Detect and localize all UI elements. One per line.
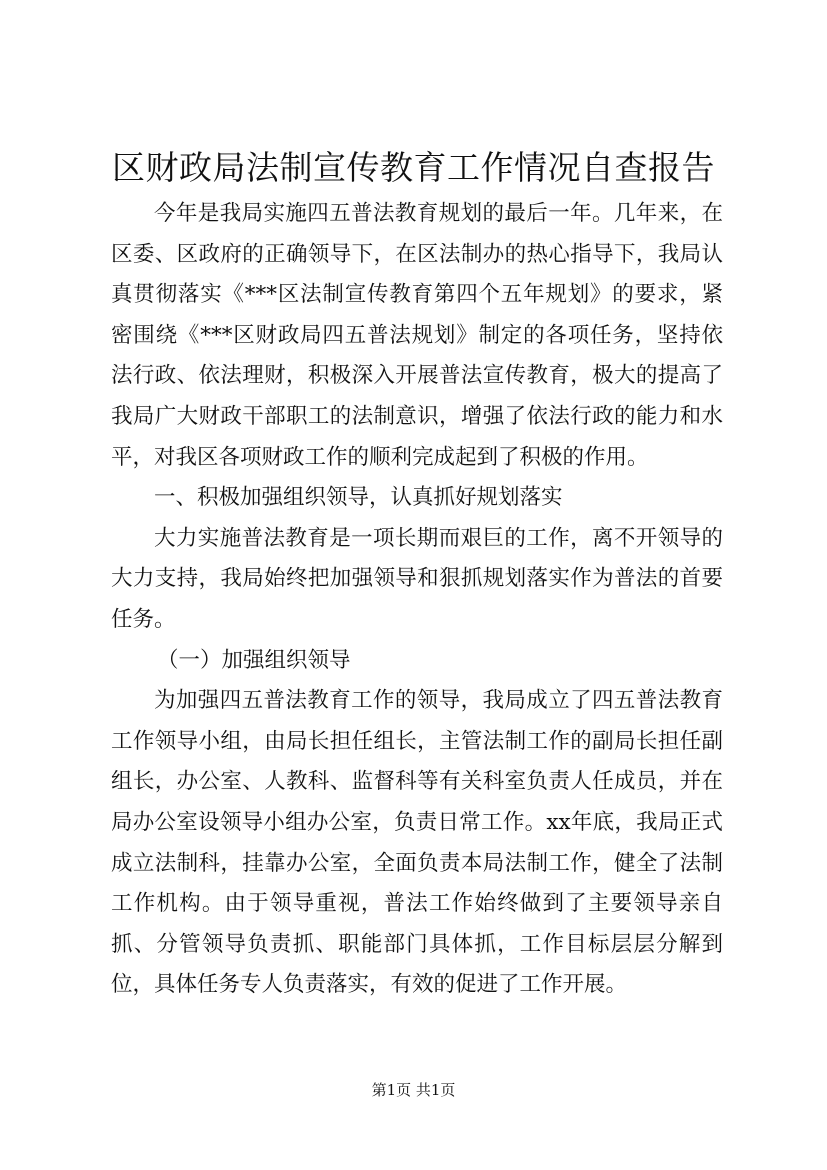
section-paragraph: 大力实施普法教育是一项长期而艰巨的工作，离不开领导的大力支持，我局始终把加强领导和狠抓规划落实作为普法的首要任务。 (111, 525, 723, 632)
document-body (111, 194, 723, 1006)
document-title: 区财政局法制宣传教育工作情况自查报告 (112, 148, 715, 187)
subsection-paragraph: 为加强四五普法教育工作的领导，我局成立了四五普法教育工作领导小组，由局长担任组长，主管法制工作的副局长担任副组长，办公室、人教科、监督科等有关科室负责人任成员，并在局办公室设领导小组办公室，负责日常工作。xx年底，我局正式成立法制科，挂靠办公室，全面负责本局法制工作，健全了法制工作机构。由于领导重视，普法工作始终做到了主要领导亲自抓、分管领导负责抓、职能部门具体抓，工作目标层层分解到位，具体任务专人负责落实，有效的促进了工作开展。 (111, 688, 723, 998)
section-heading: 一、积极加强组织领导，认真抓好规划落实 (154, 485, 563, 511)
subsection-heading: （一）加强组织领导 (157, 647, 351, 673)
page-footer: 第1页 共1页 (371, 1081, 456, 1099)
intro-paragraph: 今年是我局实施四五普法教育规划的最后一年。几年来，在区委、区政府的正确领导下，在区法制办的热心指导下，我局认真贯彻落实《***区法制宣传教育第四个五年规划》的要求，紧密围绕《***区财政局四五普法规划》制定的各项任务，坚持依法行政、依法理财，积极深入开展普法宣传教育，极大的提高了我局广大财政干部职工的法制意识，增强了依法行政的能力和水平，对我区各项财政工作的顺利完成起到了积极的作用。 (111, 201, 723, 470)
